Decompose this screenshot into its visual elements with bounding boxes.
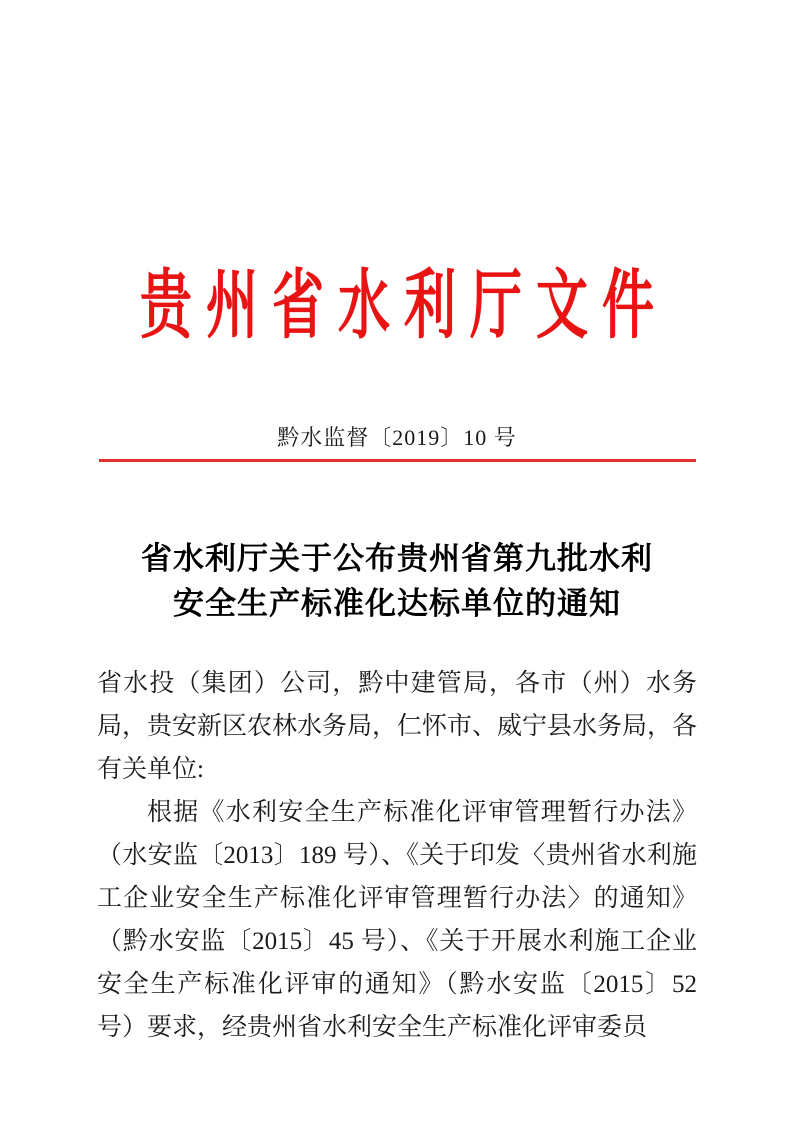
org-title-text: 贵州省水利厅文件 — [139, 265, 668, 349]
red-header — [0, 265, 794, 349]
document-number: 黔水监督〔2019〕10 号 — [277, 425, 517, 450]
notice-title-line-2: 安全生产标准化达标单位的通知 — [173, 586, 621, 621]
addressee-paragraph: 省水投（集团）公司，黔中建管局，各市（州）水务局，贵安新区农林水务局，仁怀市、威宁县水务局，各有关单位: — [97, 670, 698, 783]
main-paragraph: 根据《水利安全生产标准化评审管理暂行办法》（水安监〔2013〕189 号）、《关于印发〈贵州省水利施工企业安全生产标准化评审管理暂行办法〉的通知》（黔水安监〔2015〕45 号）、《关于开展水利施工企业安全生产标准化评审的通知》（黔水安监〔2015〕52 号）要求，经贵州省水利安全生产标准化评审委员 — [97, 799, 697, 1041]
notice-title — [0, 536, 794, 626]
red-divider-line — [99, 459, 696, 462]
document-body — [97, 662, 697, 1049]
notice-title-line-1: 省水利厅关于公布贵州省第九批水利 — [141, 541, 653, 576]
